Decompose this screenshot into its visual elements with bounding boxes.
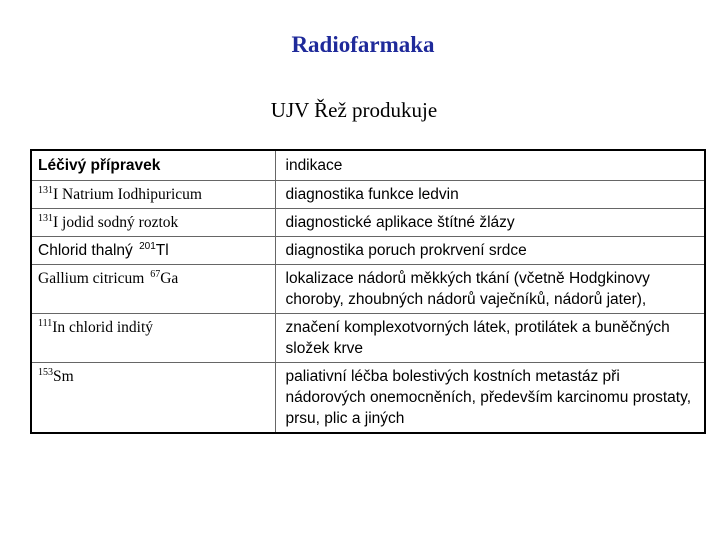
slide-subtitle: UJV Řež produkuje: [270, 98, 438, 122]
table-row: [31, 265, 705, 314]
drug-name: I jodid sodný roztok: [53, 214, 179, 231]
drug-name: Sm: [53, 368, 74, 385]
element-symbol: Tl: [155, 242, 169, 259]
drug-cell: [31, 363, 275, 434]
isotope-mass: 67: [150, 269, 161, 280]
drug-name: In chlorid inditý: [52, 319, 154, 336]
indication-cell: diagnostika funkce ledvin: [275, 181, 705, 209]
element-symbol: Ga: [160, 270, 179, 287]
indication-cell: diagnostika poruch prokrvení srdce: [275, 237, 705, 265]
drug-cell: [31, 314, 275, 363]
drug-name: I Natrium Iodhipuricum: [53, 186, 202, 203]
drug-cell: [31, 209, 275, 237]
isotope-mass: 131: [38, 185, 53, 196]
indication-cell: lokalizace nádorů měkkých tkání (včetně Hodgkinovy choroby, zhoubných nádorů vaječníků, nádorů jater),: [275, 265, 705, 314]
header-indication: indikace: [275, 150, 705, 181]
isotope-mass: 111: [38, 318, 53, 329]
table-row: [31, 209, 705, 237]
table-row: [31, 363, 705, 434]
drug-name: Gallium citricum: [38, 270, 145, 287]
isotope-mass: 153: [38, 367, 53, 378]
table-row: [31, 314, 705, 363]
isotope-mass: 131: [38, 213, 53, 224]
indication-cell: diagnostické aplikace štítné žlázy: [275, 209, 705, 237]
drug-cell: [31, 181, 275, 209]
drug-cell: [31, 265, 275, 314]
indication-cell: značení komplexotvorných látek, protilátek a buněčných složek krve: [275, 314, 705, 363]
indication-cell: paliativní léčba bolestivých kostních metastáz při nádorových onemocněních, především karcinomu prostaty, prsu, plic a jiných: [275, 363, 705, 434]
header-drug: Léčivý přípravek: [31, 150, 275, 181]
slide-title: Radiofarmaka: [291, 32, 435, 57]
isotope-mass: 201: [139, 241, 156, 252]
radiopharmaceuticals-table: [30, 149, 706, 434]
table-row: [31, 237, 705, 265]
drug-cell: [31, 237, 275, 265]
drug-name: Chlorid thalný: [38, 242, 133, 259]
table-header-row: [31, 150, 705, 181]
table-row: [31, 181, 705, 209]
